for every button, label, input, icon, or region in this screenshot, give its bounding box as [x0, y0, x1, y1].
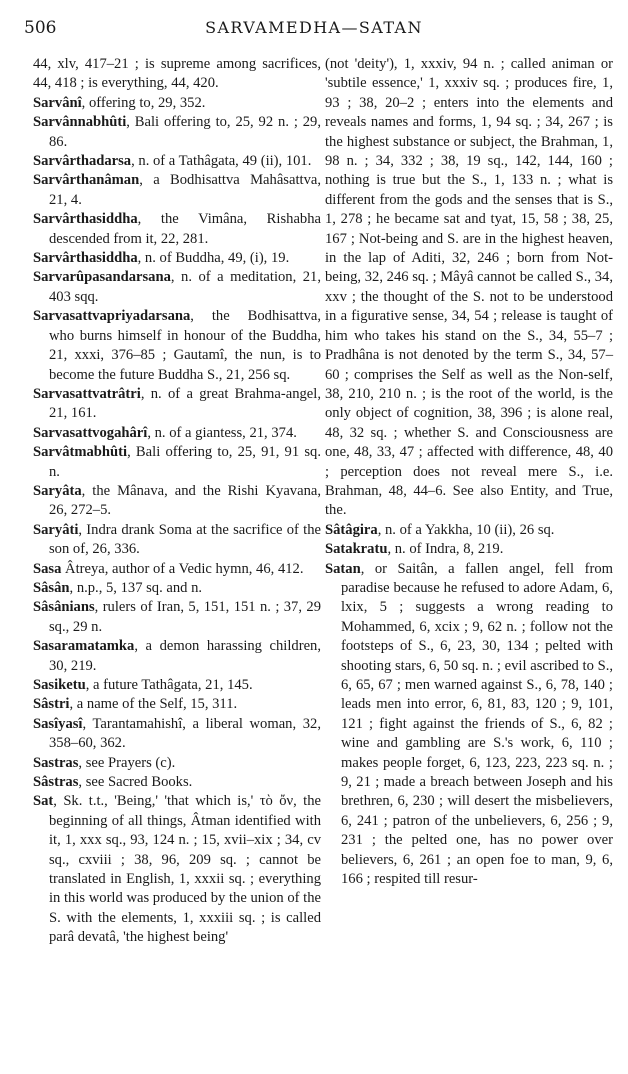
entry-text: , Sk. t.t., 'Being,' 'that which is,' τὸ ὄν, the beginning of all things, Âtman identified with it, 1, xxx sq., 93, 124 n. ; 15, xvii–xix ; 34, cv sq., cxviii ; 38, 96, 209 sq. ; cannot be translated in English, 1, xxxii sq. ; everything in this world was produced by the union of the S. with the elements, 1, xxxiii sq. ; is called parâ devatâ, 'the highest being': [49, 793, 321, 946]
entry-headword: Satakratu: [325, 541, 388, 558]
entry-text: , n. of a giantess, 21, 374.: [147, 424, 297, 441]
right-column: [325, 55, 613, 889]
entry-headword: Sarvârthanâman: [33, 172, 140, 189]
entry-headword: Sarvasattvapriyadarsana: [33, 308, 191, 325]
index-entry: [33, 152, 321, 171]
index-entry: [33, 94, 321, 113]
index-entry: [33, 210, 321, 249]
entry-text: , n. of a Yakkha, 10 (ii), 26 sq.: [377, 521, 555, 538]
index-entry: [33, 113, 321, 152]
entry-text: , see Prayers (c).: [78, 754, 176, 771]
entry-text: , a demon harassing children, 30, 219.: [49, 638, 321, 674]
entry-text: , a future Tathâgata, 21, 145.: [85, 677, 253, 693]
entry-headword: Sastras: [33, 754, 79, 771]
index-entry: [325, 55, 613, 521]
entry-headword: Saryâta: [33, 482, 82, 499]
index-entry: [33, 307, 321, 385]
entry-text: 44, xlv, 417–21 ; is supreme among sacrifices, 44, 418 ; is everything, 44, 420.: [33, 56, 321, 92]
index-entry: [33, 637, 321, 676]
entry-text: , n.p., 5, 137 sq. and n.: [69, 579, 203, 596]
entry-headword: Sarvâtmabhûti: [33, 444, 128, 461]
entry-headword: Saryâti: [33, 521, 79, 538]
entry-text: , n. of a meditation, 21, 403 sqq.: [49, 269, 321, 305]
index-entry: [33, 715, 321, 754]
index-entry: [33, 55, 321, 94]
entry-text: , Tarantamahishî, a liberal woman, 32, 358–60, 362.: [49, 715, 321, 752]
index-entry: [33, 598, 321, 637]
entry-text: , see Sacred Books.: [78, 774, 193, 791]
index-entry: [33, 521, 321, 560]
index-entry: [33, 773, 321, 792]
index-entry: [33, 268, 321, 307]
index-entry: [33, 424, 321, 443]
running-title: SARVAMEDHA—SATAN: [205, 18, 423, 37]
entry-text: (not 'deity'), 1, xxxiv, 94 n. ; called animan or 'subtile essence,' 1, xxxiv sq. ; produces fire, 1, 93 ; 38, 20–2 ; enters into the elements and reveals names and forms, 1, 94 sq. ; 34, 267 ; is the highest substance or subject, the Brahman, 1, 98 n. ; 34, 332 ; 38, 19 sq., 142, 144, 160 ; nothing is true but the S., 1, 133 n. ; what is different from the gods and the senses that is S., 1, 278 ; he became sat and tyat, 15, 58 ; 38, 25, 167 ; Not-being and S. are in the highest heaven, in the lap of Aditi, 32, 246 ; born from Not-being, 32, 246 sq. ; Mâyâ cannot be called S., 34, xxv ; the thought of the S. not to be understood in a figurative sense, 34, 54 ; release is taught of him who takes his stand on the S., 34, 55–7 ; Pradhâna is not denoted by the term S., 34, 57–60 ; comprises the Self as well as the Non-self, 38, 210, 210 n. ; is the root of the world, is the only object of cognition, 38, 396 ; is alone real, 48, 32 sq. ; whether S. and Consciousness are one, 48, 33, 47 ; affected with difference, 48, 40 ; perception does not reveal mere S., i.e. Brahman, 48, 44–6. See also Entity, and True, the.: [325, 56, 613, 519]
index-entry: [33, 754, 321, 773]
entry-headword: Sâsân: [33, 579, 70, 596]
index-entry: [33, 249, 321, 268]
page-header: [24, 18, 604, 42]
entry-headword: Sarvânî: [33, 94, 82, 111]
index-entry: [33, 171, 321, 210]
entry-headword: Sarvânnabhûti: [33, 114, 127, 131]
entry-headword: Sâstras: [33, 774, 79, 791]
entry-headword: Sarvasattvogahârî: [33, 424, 148, 441]
entry-text: , rulers of Iran, 5, 151, 151 n. ; 37, 29 sq., 29 n.: [49, 599, 321, 635]
index-entry: [325, 521, 613, 540]
entry-headword: Sasa: [33, 560, 62, 577]
entry-text: , the Vimâna, Rishabha descended from it, 22, 281.: [49, 211, 321, 247]
index-entry: [33, 560, 321, 579]
entry-headword: Satan: [325, 560, 361, 577]
entry-text: , the Bodhisattva, who burns himself in honour of the Buddha, 21, xxxi, 376–85 ; Gautamî, the nun, is to become the future Buddha S., 21, 256 sq.: [49, 308, 321, 383]
index-entry: [33, 482, 321, 521]
entry-text: , n. of Buddha, 49, (i), 19.: [137, 250, 290, 267]
entry-text: , Bali offering to, 25, 92 n. ; 29, 86.: [49, 114, 321, 150]
entry-text: , n. of Indra, 8, 219.: [387, 541, 504, 558]
entry-text: , n. of a great Brahma-angel, 21, 161.: [49, 385, 321, 422]
page-number: 506: [24, 18, 57, 38]
index-entry: [33, 385, 321, 424]
index-entry: [33, 676, 321, 695]
entry-headword: Sarvârthasiddha: [33, 211, 138, 228]
index-entry: [33, 443, 321, 482]
left-column: [33, 55, 321, 948]
index-entry: [33, 579, 321, 598]
entry-headword: Sasiketu: [33, 677, 86, 693]
index-entry: [325, 560, 613, 890]
entry-headword: Sat: [33, 793, 54, 810]
entry-headword: Sasaramatamka: [33, 638, 135, 655]
entry-text: , a Bodhisattva Mahâsattva, 21, 4.: [49, 172, 321, 208]
entry-headword: Sasîyasî: [33, 715, 83, 732]
entry-headword: Sâtâgira: [325, 521, 378, 538]
index-entry: [33, 695, 321, 714]
entry-text: , offering to, 29, 352.: [81, 94, 206, 111]
entry-headword: Sarvârthadarsa: [33, 153, 132, 170]
entry-text: , or Saitân, a fallen angel, fell from paradise because he refused to adore Adam, 6, lxix, 5 ; suggests a wrong reading to Mohammed, 6, xcix ; 9, 62 n. ; follow not the footsteps of S., 6, 23, 30, 134 ; pelted with shooting stars, 6, 50 sq. n. ; evil ascribed to S., 6, 65, 67 ; men warned against S., 6, 78, 140 ; leads men into error, 6, 81, 83, 120 ; 9, 101, 121 ; fight against the friends of S., 6, 82 ; wine and gambling are S.'s work, 6, 110 ; makes people forget, 6, 123, 223, 223 sq. n. ; 9, 21 ; made a breach between Joseph and his brethren, 6, 230 ; will desert the misbelievers, 6, 241 ; patron of the unbelievers, 6, 256 ; 9, 231 ; the pelted one, has no power over believers, 6, 261 ; an open foe to man, 9, 6, 166 ; respited till resur-: [341, 560, 613, 888]
entry-text: , a name of the Self, 15, 311.: [69, 696, 238, 713]
entry-text: , Indra drank Soma at the sacrifice of the son of, 26, 336.: [49, 521, 321, 558]
entry-text: , n. of a Tathâgata, 49 (ii), 101.: [131, 153, 312, 170]
entry-headword: Sâstri: [33, 696, 70, 713]
entry-headword: Sarvarûpasandarsana: [33, 269, 171, 286]
index-entry: [33, 792, 321, 947]
index-entry: [325, 540, 613, 559]
entry-headword: Sarvasattvatrâtri: [33, 385, 141, 402]
entry-text: Âtreya, author of a Vedic hymn, 46, 412.: [61, 560, 304, 577]
entry-text: , the Mânava, and the Rishi Kyavana, 26, 272–5.: [49, 482, 321, 519]
entry-headword: Sâsânians: [33, 599, 95, 616]
entry-text: , Bali offering to, 25, 91, 91 sq. n.: [49, 444, 321, 480]
entry-headword: Sarvârthasiddha: [33, 250, 138, 267]
